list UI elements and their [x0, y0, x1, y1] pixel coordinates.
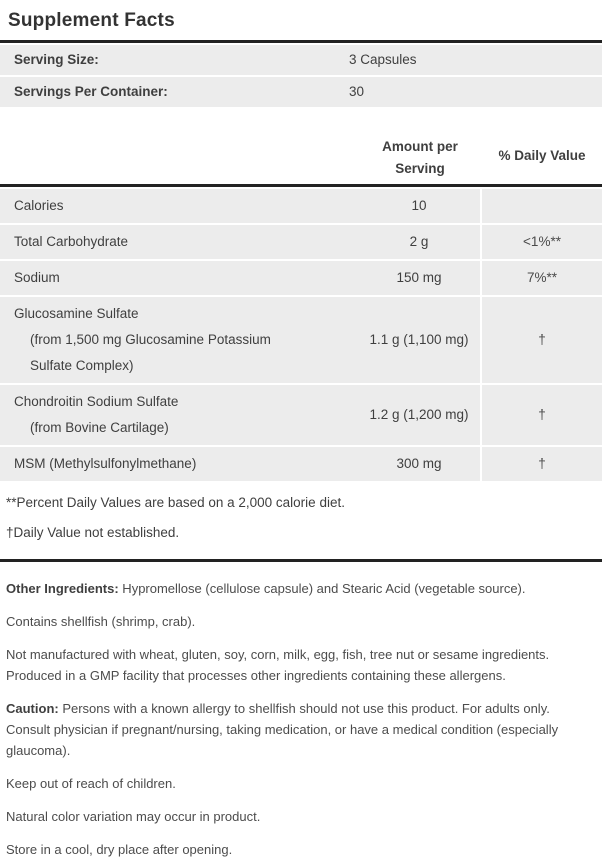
servings-per-container-row — [0, 77, 602, 107]
color-variation-body: Natural color variation may occur in product. — [6, 809, 261, 824]
nutrient-subtext: (from Bovine Cartilage) — [30, 420, 169, 435]
nutrient-name: Calories — [14, 198, 64, 213]
nutrient-subtext: Sulfate Complex) — [30, 358, 134, 373]
amount-cell: 10 — [411, 198, 427, 213]
allergen-statement-text — [6, 644, 592, 686]
nutrient-name: Total Carbohydrate — [14, 234, 129, 249]
storage-note — [6, 839, 592, 860]
percent-daily-value-footnote: **Percent Daily Values are based on a 2,000 calorie diet. — [6, 495, 345, 510]
amount-cell: 300 mg — [396, 456, 442, 471]
daily-value-cell: † — [480, 385, 602, 445]
amount-per-serving-header: Amount per Serving — [382, 139, 458, 176]
servings-per-container-label: Servings Per Container: — [14, 84, 168, 99]
nutrient-row-calories — [0, 189, 602, 223]
amount-cell: 1.2 g (1,200 mg) — [369, 407, 469, 422]
serving-size-value: 3 Capsules — [349, 52, 417, 67]
nutrient-name — [0, 385, 358, 445]
servings-per-container-value: 30 — [349, 84, 365, 99]
allergen-statement-body: Not manufactured with wheat, gluten, soy, corn, milk, egg, fish, tree nut or sesame ingredients. Produced in a GMP facility that processes other ingredients containing these allergens. — [6, 647, 550, 683]
column-headers — [0, 107, 602, 184]
daily-value-not-established-footnote: †Daily Value not established. — [6, 525, 180, 540]
nutrient-row-msm — [0, 447, 602, 481]
other-ingredients-body: Hypromellose (cellulose capsule) and Stearic Acid (vegetable source). — [118, 581, 526, 596]
footnotes — [0, 481, 602, 559]
contains-shellfish-body: Contains shellfish (shrimp, crab). — [6, 614, 196, 629]
storage-note-body: Store in a cool, dry place after opening. — [6, 842, 233, 857]
daily-value-cell: † — [480, 297, 602, 383]
children-warning-text — [6, 773, 592, 794]
nutrient-subtext: (from 1,500 mg Glucosamine Potassium — [30, 332, 271, 347]
serving-size-label: Serving Size: — [14, 52, 99, 67]
daily-value-cell: † — [480, 447, 602, 481]
nutrient-row-sodium — [0, 261, 602, 295]
daily-value-cell — [480, 189, 602, 223]
nutrient-name-main: Glucosamine Sulfate — [14, 306, 139, 321]
nutrient-name: MSM (Methylsulfonylmethane) — [14, 456, 197, 471]
nutrient-row-chondroitin-sodium-sulfate — [0, 385, 602, 445]
amount-cell: 150 mg — [396, 270, 442, 285]
amount-cell: 1.1 g (1,100 mg) — [369, 332, 469, 347]
serving-size-row — [0, 45, 602, 75]
children-warning-body: Keep out of reach of children. — [6, 776, 176, 791]
daily-value-cell: <1%** — [480, 225, 602, 259]
daily-value-header: % Daily Value — [498, 148, 586, 163]
fine-print — [0, 562, 602, 860]
label-title: Supplement Facts — [8, 10, 175, 31]
header-rule — [0, 184, 602, 187]
nutrient-name — [0, 297, 358, 383]
nutrient-row-total-carbohydrate — [0, 225, 602, 259]
supplement-facts-label — [0, 10, 602, 860]
daily-value-cell: 7%** — [480, 261, 602, 295]
contains-shellfish-text — [6, 611, 592, 632]
caution-lead: Caution: — [6, 701, 59, 716]
color-variation-note — [6, 806, 592, 827]
caution-text — [6, 698, 592, 761]
caution-body: Persons with a known allergy to shellfish should not use this product. For adults only. Consult physician if pregnant/nursing, taking medication, or have a medical condition (especially glaucoma). — [6, 701, 559, 758]
nutrient-row-glucosamine-sulfate — [0, 297, 602, 383]
other-ingredients-lead: Other Ingredients: — [6, 581, 119, 596]
other-ingredients-text — [6, 578, 592, 599]
nutrient-name-main: Chondroitin Sodium Sulfate — [14, 394, 179, 409]
top-rule — [0, 40, 602, 43]
amount-cell: 2 g — [409, 234, 429, 249]
nutrient-name: Sodium — [14, 270, 60, 285]
